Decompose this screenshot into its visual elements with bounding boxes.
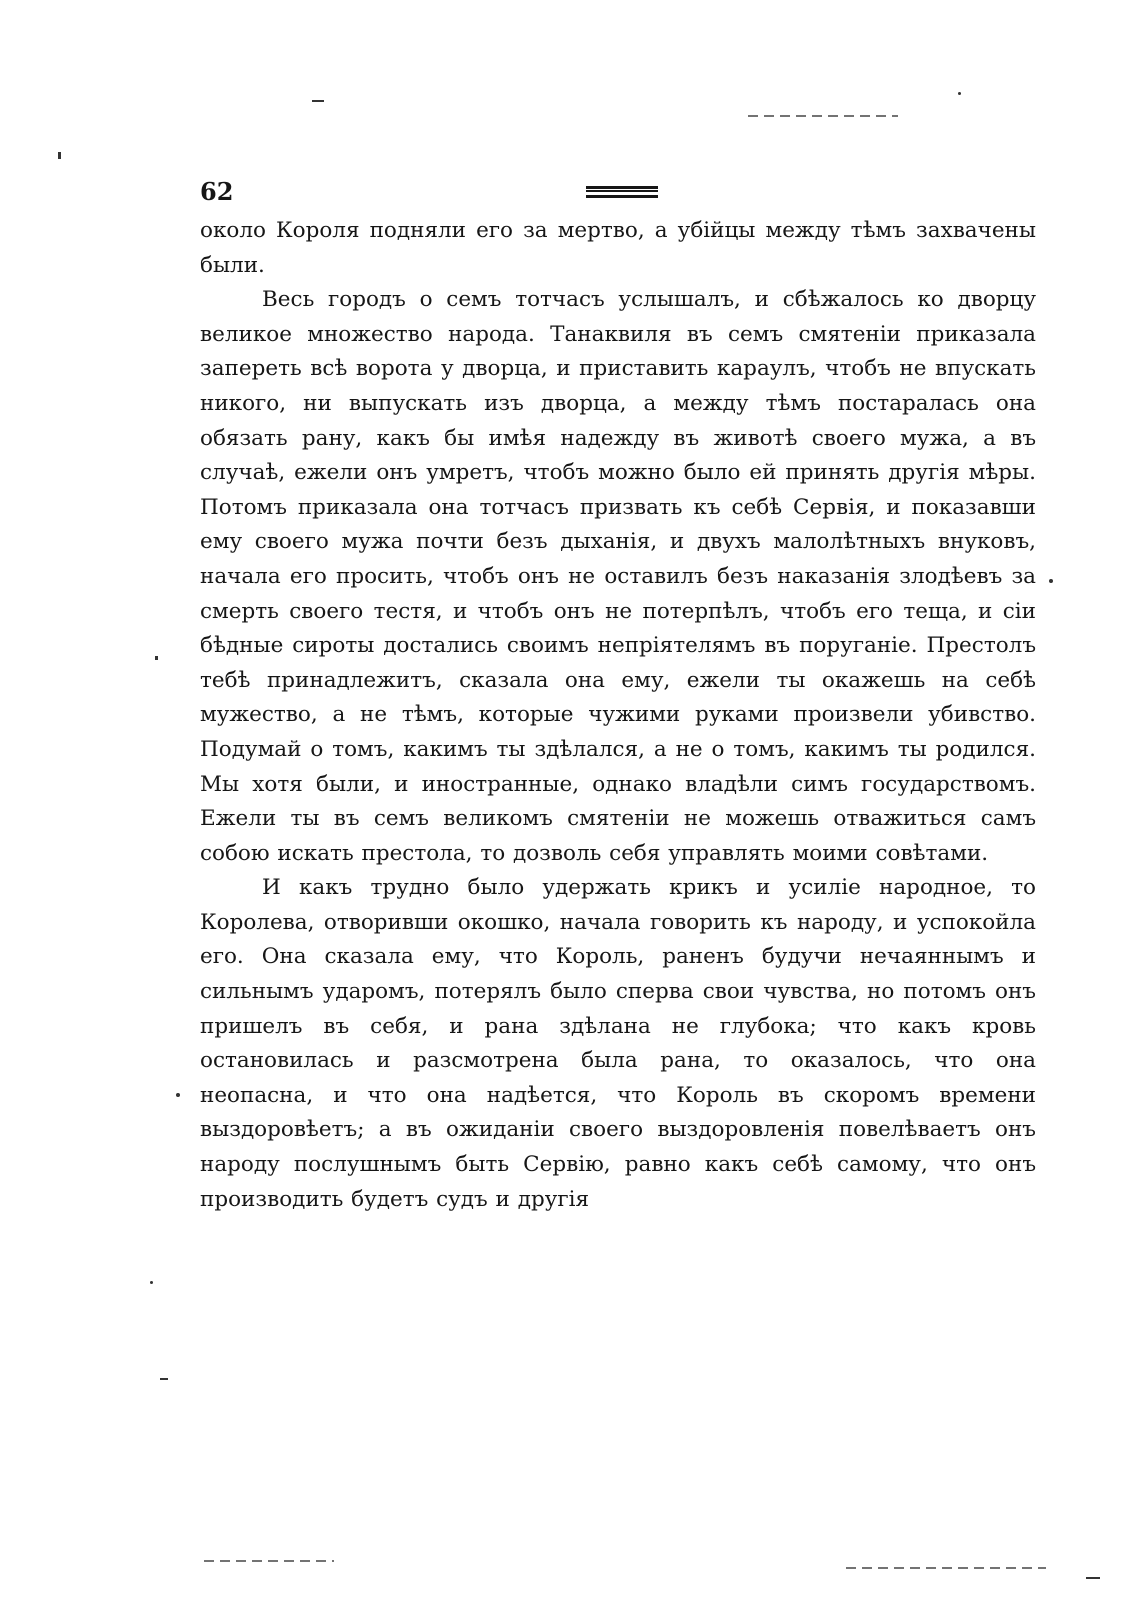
page-header <box>200 178 1036 214</box>
paragraph: И какъ трудно было удержать крикъ и усиліе народное, то Королева, отворивши окошко, начала говорить къ народу, и успокойла его. Она сказала ему, что Король, раненъ будучи нечаяннымъ и сильнымъ ударомъ, потерялъ было сперва свои чувства, но потомъ онъ пришелъ въ себя, и рана здѣлана не глубока; что какъ кровь остановилась и разсмотрена была рана, то оказалось, что она неопасна, и что она надѣется, что Король въ скоромъ времени выздоровѣетъ; а въ ожиданіи своего выздоровленія повелѣваетъ онъ народу послушнымъ быть Сервію, равно какъ себѣ самому, что онъ производить будетъ судъ и другія <box>200 875 1036 1212</box>
scan-mark <box>748 115 898 117</box>
scan-mark <box>1049 579 1053 583</box>
header-ornament-rule <box>586 186 658 198</box>
scan-mark <box>1086 1577 1100 1579</box>
scan-mark <box>160 1378 168 1380</box>
paragraph: Весь городъ о семъ тотчасъ услышалъ, и сбѣжалось ко дворцу великое множество народа. Танаквиля въ семъ смятеніи приказала запереть всѣ ворота у дворца, и приставить караулъ, чтобъ не впускать никого, ни выпускать изъ дворца, а между тѣмъ постаралась она обязать рану, какъ бы имѣя надежду въ животѣ своего мужа, а въ случаѣ, ежели онъ умретъ, чтобъ можно было ей принять другія мѣры. Потомъ приказала она тотчасъ призвать къ себѣ Сервія, и показавши ему своего мужа почти безъ дыханія, и двухъ малолѣтныхъ внуковъ, начала его просить, чтобъ онъ не оставилъ безъ наказанія злодѣевъ за смерть своего тестя, и чтобъ онъ не потерпѣлъ, чтобъ его теща, и сіи бѣдные сироты достались своимъ непріятелямъ въ поруганіе. Престолъ тебѣ принадлежитъ, сказала она ему, ежели ты окажешь на себѣ мужество, а не тѣмъ, которые чужими руками произвели убивство. Подумай о томъ, какимъ ты здѣлался, а не о томъ, какимъ ты родился. Мы хотя были, и иностранные, однако владѣли симъ государствомъ. Ежели ты въ семъ великомъ смятеніи не можешь отважиться самъ собою искать престола, то дозволь себя управлять моими совѣтами. <box>200 287 1036 866</box>
scan-mark <box>958 92 961 95</box>
scan-mark <box>155 656 158 660</box>
scan-mark <box>204 1560 334 1562</box>
body-text <box>200 214 1036 1217</box>
paragraph: около Короля подняли его за мертво, а убійцы между тѣмъ захвачены были. <box>200 218 1036 278</box>
scan-mark <box>150 1281 153 1284</box>
scan-mark <box>846 1567 1046 1569</box>
page-number: 62 <box>200 177 234 206</box>
scan-mark <box>58 152 61 159</box>
scan-mark <box>312 100 324 102</box>
scan-mark <box>176 1093 180 1097</box>
